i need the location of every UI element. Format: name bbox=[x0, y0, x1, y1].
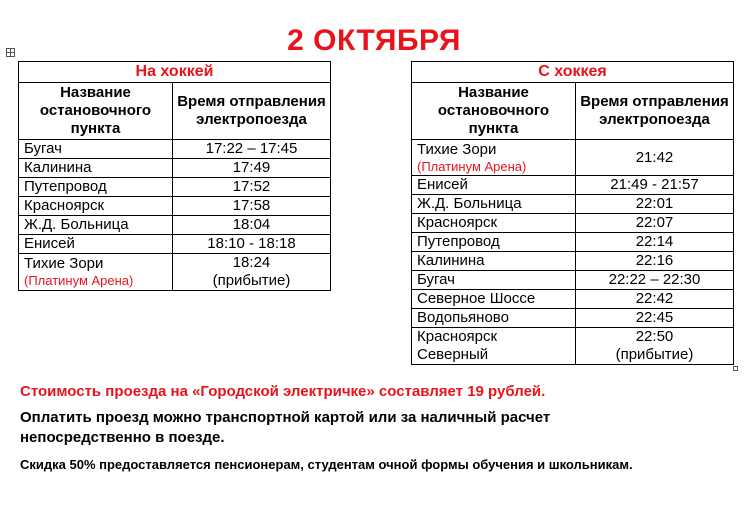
stop-cell: Енисей bbox=[19, 235, 173, 254]
to-hockey-table bbox=[18, 61, 331, 291]
time-cell: 17:22 – 17:45 bbox=[173, 140, 331, 159]
page-title: 2 ОКТЯБРЯ bbox=[287, 24, 461, 57]
column-header-time: Время отправления электропоезда bbox=[173, 83, 331, 140]
table-row bbox=[412, 328, 734, 365]
payment-note: Оплатить проезд можно транспортной картой или за наличный расчет непосредственно в поезде. bbox=[20, 409, 551, 446]
stop-cell: Красноярск bbox=[412, 214, 576, 233]
table-row bbox=[19, 140, 331, 159]
stop-cell: Бугач bbox=[19, 140, 173, 159]
column-header-stop: Название остановочного пункта bbox=[19, 83, 173, 140]
table-row bbox=[412, 309, 734, 328]
table-row bbox=[412, 140, 734, 176]
stop-cell: Красноярск Северный bbox=[412, 328, 576, 365]
time-cell: 22:22 – 22:30 bbox=[576, 271, 734, 290]
table-resize-handle-icon[interactable] bbox=[733, 366, 738, 371]
table-move-handle-icon[interactable] bbox=[6, 48, 15, 57]
time-cell: 21:49 - 21:57 bbox=[576, 176, 734, 195]
time-cell: 18:04 bbox=[173, 216, 331, 235]
time-cell bbox=[173, 254, 331, 291]
stop-cell: Северное Шоссе bbox=[412, 290, 576, 309]
table-row bbox=[19, 159, 331, 178]
stop-cell: Путепровод bbox=[412, 233, 576, 252]
stop-subtitle: (Платинум Арена) bbox=[417, 158, 527, 174]
table-row bbox=[412, 290, 734, 309]
notes-section bbox=[20, 382, 735, 474]
stop-cell: Водопьяново bbox=[412, 309, 576, 328]
stop-name: Тихие Зори bbox=[24, 255, 104, 272]
arrival-note: (прибытие) bbox=[615, 346, 694, 363]
time-cell: 17:49 bbox=[173, 159, 331, 178]
time-cell: 22:45 bbox=[576, 309, 734, 328]
time-cell: 22:16 bbox=[576, 252, 734, 271]
time-cell: 22:07 bbox=[576, 214, 734, 233]
stop-cell: Ж.Д. Больница bbox=[412, 195, 576, 214]
from-hockey-header: С хоккея bbox=[412, 62, 734, 83]
stop-name: Тихие Зори bbox=[417, 140, 497, 158]
time-cell: 22:01 bbox=[576, 195, 734, 214]
table-row bbox=[19, 197, 331, 216]
time-cell: 17:52 bbox=[173, 178, 331, 197]
stop-cell: Бугач bbox=[412, 271, 576, 290]
stop-cell: Путепровод bbox=[19, 178, 173, 197]
time-cell bbox=[576, 328, 734, 365]
stop-cell: Енисей bbox=[412, 176, 576, 195]
table-row bbox=[412, 233, 734, 252]
stop-cell bbox=[19, 254, 173, 291]
time-value: 18:24 bbox=[232, 254, 271, 271]
time-cell: 21:42 bbox=[576, 140, 734, 176]
stop-cell: Красноярск bbox=[19, 197, 173, 216]
time-cell: 22:14 bbox=[576, 233, 734, 252]
time-cell: 22:42 bbox=[576, 290, 734, 309]
column-header-stop: Название остановочного пункта bbox=[412, 83, 576, 140]
time-cell: 17:58 bbox=[173, 197, 331, 216]
time-cell: 18:10 - 18:18 bbox=[173, 235, 331, 254]
arrival-note: (прибытие) bbox=[212, 272, 291, 289]
table-row bbox=[412, 252, 734, 271]
table-row bbox=[19, 235, 331, 254]
stop-cell: Ж.Д. Больница bbox=[19, 216, 173, 235]
stop-cell: Калинина bbox=[19, 159, 173, 178]
table-row bbox=[19, 216, 331, 235]
table-row bbox=[412, 271, 734, 290]
to-hockey-header: На хоккей bbox=[19, 62, 331, 83]
table-row bbox=[412, 176, 734, 195]
table-row bbox=[19, 178, 331, 197]
time-value: 22:50 bbox=[635, 328, 674, 345]
column-header-time: Время отправления электропоезда bbox=[576, 83, 734, 140]
table-row bbox=[412, 195, 734, 214]
stop-cell: Калинина bbox=[412, 252, 576, 271]
discount-note: Скидка 50% предоставляется пенсионерам, студентам очной формы обучения и школьникам. bbox=[20, 457, 633, 472]
stop-subtitle: (Платинум Арена) bbox=[24, 273, 134, 288]
table-row bbox=[412, 214, 734, 233]
price-note: Стоимость проезда на «Городской электричке» составляет 19 рублей. bbox=[20, 383, 546, 400]
stop-cell bbox=[412, 140, 576, 176]
table-row bbox=[19, 254, 331, 291]
from-hockey-table bbox=[411, 61, 734, 365]
